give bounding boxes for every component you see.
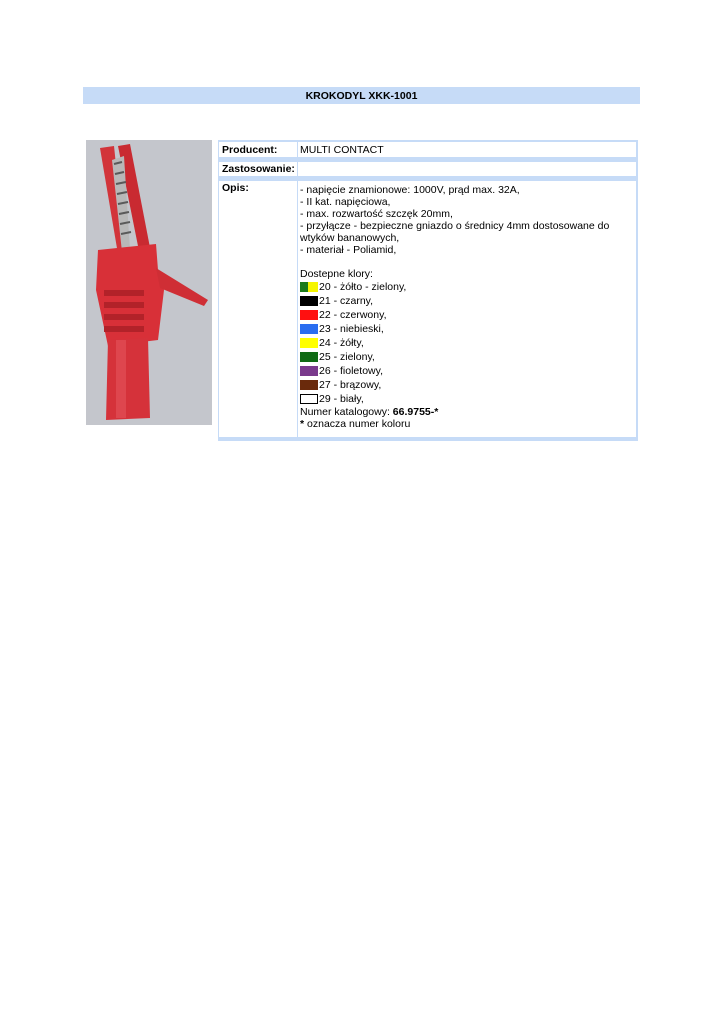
color-swatch: [300, 282, 318, 292]
color-swatch: [300, 338, 318, 348]
description-line: - max. rozwartość szczęk 20mm,: [300, 208, 453, 220]
color-label: 29 - biały,: [319, 393, 364, 405]
description-line: - przyłącze - bezpieczne gniazdo o średnicy 4mm dostosowane do wtyków bananowych,: [300, 220, 610, 244]
color-swatch: [300, 394, 318, 404]
spec-table: [218, 140, 638, 441]
color-label: 25 - zielony,: [319, 351, 375, 363]
color-item: [300, 336, 630, 350]
usage-row: [219, 163, 636, 177]
color-list: [300, 268, 630, 406]
description-line: - materiał - Poliamid,: [300, 244, 397, 256]
usage-label: Zastosowanie:: [222, 163, 295, 175]
color-swatch: [300, 366, 318, 376]
color-label: 22 - czerwony,: [319, 309, 387, 321]
color-item: [300, 308, 630, 322]
color-label: 24 - żółty,: [319, 337, 364, 349]
color-swatch: [300, 324, 318, 334]
color-label: 26 - fioletowy,: [319, 365, 383, 377]
row-separator: [219, 157, 636, 162]
color-item: [300, 378, 630, 392]
crocodile-clip-image: [86, 140, 212, 425]
catalog-prefix: Numer katalogowy:: [300, 406, 393, 418]
row-separator: [219, 176, 636, 181]
note-text: oznacza numer koloru: [304, 418, 411, 430]
color-item: [300, 294, 630, 308]
color-item: [300, 364, 630, 378]
color-label: 27 - brązowy,: [319, 379, 382, 391]
color-item: [300, 392, 630, 406]
color-item: [300, 322, 630, 336]
description-label: Opis:: [222, 182, 249, 194]
producer-label: Producent:: [222, 144, 278, 156]
color-swatch: [300, 380, 318, 390]
color-swatch: [300, 352, 318, 362]
color-item: [300, 350, 630, 364]
color-item: [300, 280, 630, 294]
colors-title: Dostepne klory:: [300, 268, 373, 280]
color-label: 23 - niebieski,: [319, 323, 384, 335]
color-swatch: [300, 310, 318, 320]
page-title: KROKODYL XKK-1001: [83, 87, 640, 104]
color-swatch: [300, 296, 318, 306]
column-divider: [297, 142, 298, 437]
description-line: - II kat. napięciowa,: [300, 196, 391, 208]
catalog-value: 66.9755-*: [392, 406, 439, 418]
catalog-note: [300, 418, 630, 430]
producer-row: [219, 144, 636, 158]
description-line: - napięcie znamionowe: 1000V, prąd max. 32A,: [300, 184, 520, 196]
color-label: 20 - żółto - zielony,: [319, 281, 407, 293]
catalog-number: [300, 406, 630, 418]
note-star: *: [300, 418, 305, 430]
producer-value: MULTI CONTACT: [300, 144, 384, 156]
description: [300, 184, 630, 430]
color-label: 21 - czarny,: [319, 295, 374, 307]
